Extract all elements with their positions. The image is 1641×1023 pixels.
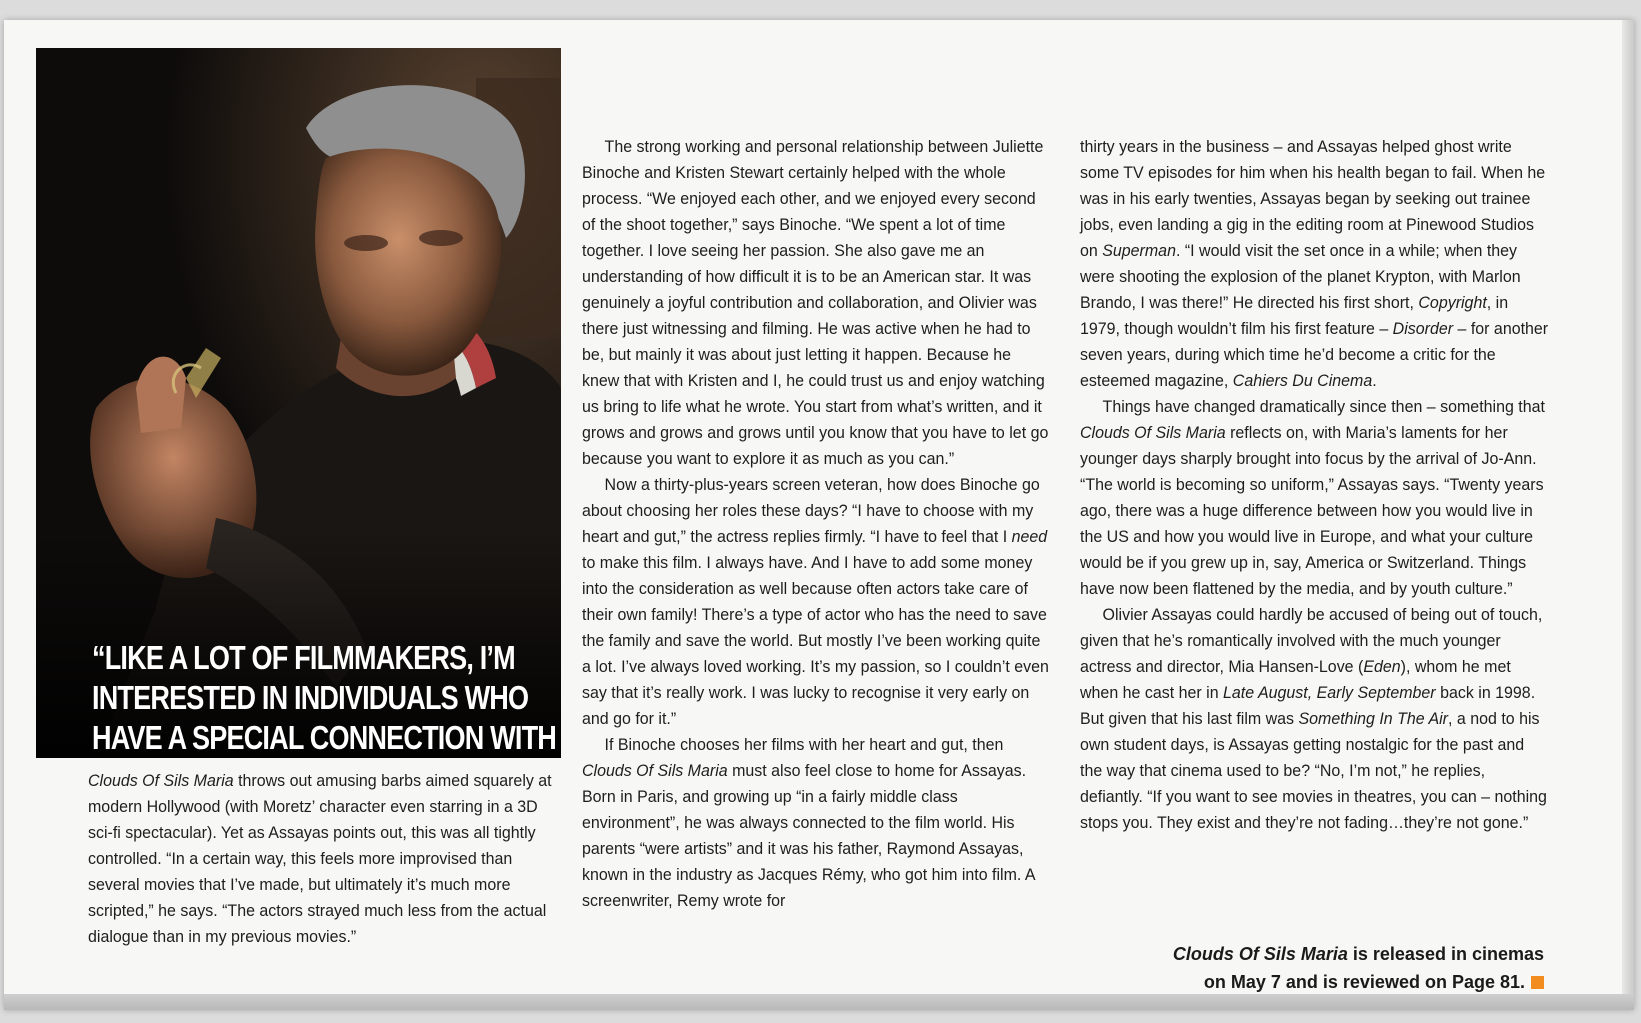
column-2-paragraph-2: Now a thirty-plus-years screen veteran, how does Binoche go about choosing her roles these days? “I have to choose with my heart and gut,” the actress replies firmly. “I have to feel that I need to make this film. I always have. And I have to add some money into the consideration as well because often actors take care of their own family! There’s a type of actor who has the need to save the family and save the world. But mostly I’ve been working quite a lot. I’ve always loved working. It’s my passion, so I couldn’t even say that it’s really work. I was lucky to recognise it very early on and go for it.” [582, 475, 1049, 728]
page-fold-shadow [1622, 20, 1634, 1010]
column-2-paragraph-1: The strong working and personal relationship between Juliette Binoche and Kristen Stewart certainly helped with the whole process. “We enjoyed each other, and we enjoyed every second of the shoot together,” says Binoche. “We spent a lot of time together. I love seeing her passion. She also gave me an understanding of how difficult it is to be an American star. It was genuinely a joyful contribution and collaboration, and Olivier was there just witnessing and filming. He was active when he had to be, but mainly it was about just letting it happen. Because he knew that with Kristen and I, he could trust us and enjoy watching us bring to life what he wrote. You start from what’s written, and it grows and grows and grows until you know that you have to let go because you want to explore it as much as you can.” [582, 137, 1049, 468]
film-title: Clouds Of Sils Maria [88, 771, 234, 790]
article-column-3 [1080, 134, 1548, 836]
end-mark-square-icon [1531, 976, 1544, 989]
column-3-paragraph-3: Olivier Assayas could hardly be accused of being out of touch, given that he’s romantically involved with the much younger actress and director, Mia Hansen-Love (Eden), whom he met when he cast her in Late August, Early September back in 1998. But given that his last film was Something In The Air, a nod to his own student days, is Assayas getting nostalgic for the past and the way that cinema used to be? “No, I’m not,” he replies, defiantly. “If you want to see movies in theatres, you can – nothing stops you. They exist and they’re not fading…they’re not gone.” [1080, 605, 1547, 832]
column-1-paragraph-1: Clouds Of Sils Maria throws out amusing barbs aimed squarely at modern Hollywood (with Moretz’ character even starring in a 3D sci-fi spectacular). Yet as Assayas points out, this was all tightly controlled. “In a certain way, this feels more improvised than several movies that I’ve made, but ultimately it’s much more scripted,” he says. “The actors strayed much less from the actual dialogue than in my previous movies.” [88, 771, 552, 946]
article-column-2 [582, 134, 1050, 914]
magazine-page [4, 20, 1634, 1010]
release-line-2: on May 7 and is reviewed on Page 81. [1124, 968, 1544, 996]
column-3-paragraph-2: Things have changed dramatically since then – something that Clouds Of Sils Maria reflects on, with Maria’s laments for her younger days sharply brought into focus by the arrival of Jo-Ann. “The world is becoming so uniform,” Assayas says. “Twenty years ago, there was a huge difference between how you would live in the US and how you would live in Europe, and what your culture would be if you grew up in, say, America or Switzerland. Things have now been flattened by the media, and by youth culture.” [1080, 397, 1545, 598]
article-column-1 [88, 768, 553, 950]
page-bottom-shadow [4, 994, 1634, 1010]
director-portrait-photo [36, 48, 561, 758]
column-3-paragraph-1: thirty years in the business – and Assayas helped ghost write some TV episodes for him when his health began to fail. When he was in his early twenties, Assayas began by seeking out trainee jobs, even landing a gig in the editing room at Pinewood Studios on Superman. “I would visit the set once in a while; when they were shooting the explosion of the planet Krypton, with Marlon Brando, I was there!” He directed his first short, Copyright, in 1979, though wouldn’t film his first feature – Disorder – for another seven years, during which time he’d become a critic for the esteemed magazine, Cahiers Du Cinema. [1080, 137, 1549, 390]
column-2-paragraph-3: If Binoche chooses her films with her heart and gut, then Clouds Of Sils Maria must also feel close to home for Assayas. Born in Paris, and growing up “in a fairly middle class environment”, he was always connected to the film world. His parents “were artists” and it was his father, Raymond Assayas, known in the industry as Jacques Rémy, who got him into film. A screenwriter, Remy wrote for [582, 735, 1035, 910]
release-line-1: Clouds Of Sils Maria is released in cinemas [1172, 944, 1544, 964]
pull-quote: “LIKE A LOT OF FILMMAKERS, I’M INTERESTED IN INDIVIDUALS WHO HAVE A SPECIAL CONNECTION WITH [92, 639, 557, 756]
release-info [1124, 940, 1544, 996]
